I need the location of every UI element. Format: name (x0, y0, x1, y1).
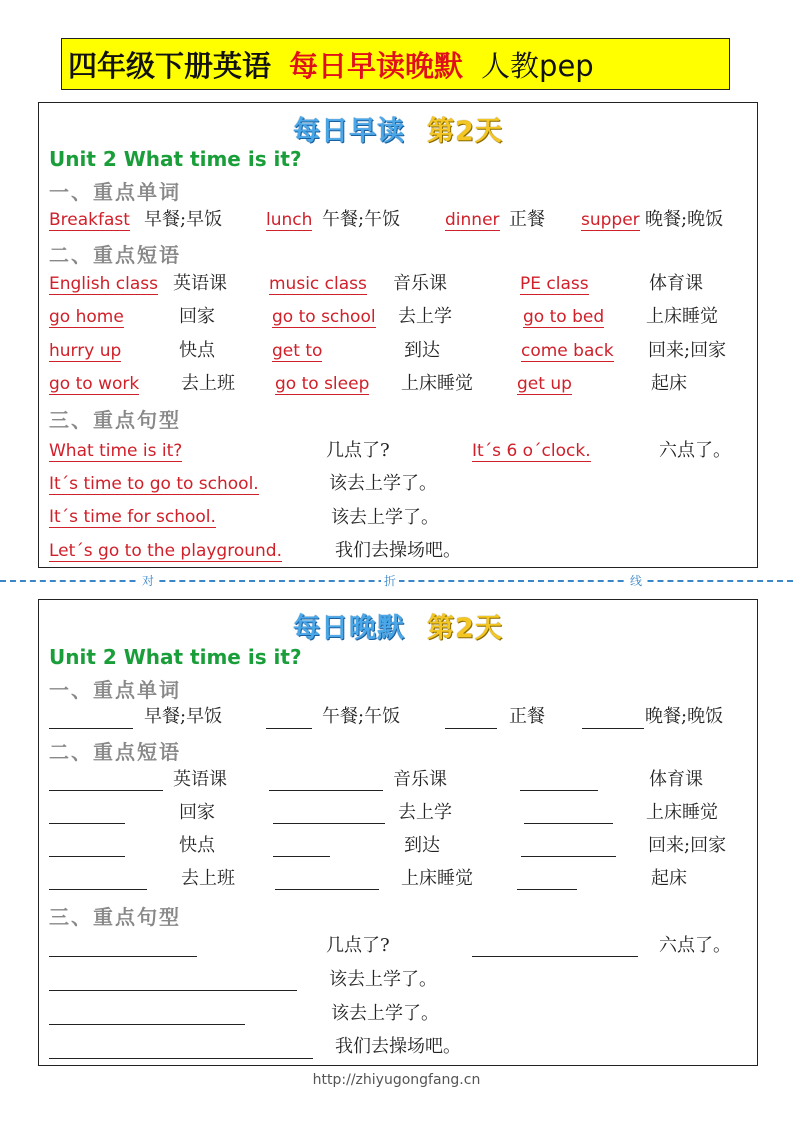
sentence-cn: 几点了? (326, 935, 390, 956)
phrase-en: English class (49, 274, 158, 294)
word-cn: 晚餐;晚饭 (645, 706, 724, 727)
evening-dictation-box (38, 599, 758, 1066)
evening-heading-phrases: 二、重点短语 (49, 740, 181, 764)
phrase-cn: 回来;回家 (648, 835, 727, 856)
morning-title-text: 每日早读 (293, 116, 406, 147)
phrase-cn: 音乐课 (393, 273, 447, 294)
morning-title (39, 109, 757, 148)
sentence-cn: 该去上学了。 (331, 507, 439, 528)
word-blank[interactable] (582, 710, 644, 729)
word-blank[interactable] (266, 710, 312, 729)
phrase-cn: 去上学 (398, 306, 452, 327)
word-cn: 晚餐;晚饭 (645, 209, 724, 230)
morning-heading-sentences: 三、重点句型 (49, 408, 181, 432)
phrase-blank[interactable] (49, 838, 125, 857)
phrase-en: PE class (520, 274, 589, 294)
sentence-cn: 该去上学了。 (329, 969, 437, 990)
evening-unit-title: Unit 2 What time is it? (49, 645, 302, 669)
phrase-en: come back (521, 341, 614, 361)
sentence-en: Let´s go to the playground. (49, 541, 282, 561)
sentence-en: It´s time to go to school. (49, 474, 259, 494)
word-en: supper (581, 210, 640, 230)
fold-label: 线 (627, 572, 645, 589)
phrase-cn: 上床睡觉 (401, 868, 473, 889)
sentence-cn: 该去上学了。 (329, 473, 437, 494)
evening-title (39, 606, 757, 645)
sentence-en: It´s time for school. (49, 507, 216, 527)
morning-unit-title: Unit 2 What time is it? (49, 147, 302, 171)
phrase-cn: 去上班 (181, 373, 235, 394)
word-blank[interactable] (445, 710, 497, 729)
word-cn: 正餐 (509, 706, 545, 727)
phrase-cn: 快点 (179, 835, 215, 856)
phrase-cn: 到达 (404, 835, 440, 856)
header-daily-title: 每日早读晚默 (289, 48, 464, 83)
sentence-en: It´s 6 o´clock. (472, 441, 591, 461)
morning-day: 第2天 (427, 116, 503, 147)
phrase-cn: 快点 (179, 340, 215, 361)
sentence-blank[interactable] (49, 1040, 313, 1059)
evening-heading-sentences: 三、重点句型 (49, 905, 181, 929)
phrase-cn: 回家 (179, 802, 215, 823)
phrase-cn: 音乐课 (393, 769, 447, 790)
evening-day: 第2天 (427, 613, 503, 644)
phrase-en: hurry up (49, 341, 122, 361)
phrase-cn: 上床睡觉 (646, 306, 718, 327)
header-grade-title: 四年级下册英语 (68, 48, 272, 83)
phrase-cn: 上床睡觉 (646, 802, 718, 823)
word-blank[interactable] (49, 710, 133, 729)
phrase-cn: 起床 (651, 868, 687, 889)
evening-title-text: 每日晚默 (293, 613, 406, 644)
word-cn: 早餐;早饭 (144, 706, 223, 727)
word-en: dinner (445, 210, 500, 230)
sentence-cn: 六点了。 (659, 935, 731, 956)
phrase-cn: 起床 (651, 373, 687, 394)
sentence-blank[interactable] (49, 938, 197, 957)
phrase-blank[interactable] (49, 805, 125, 824)
phrase-blank[interactable] (273, 838, 330, 857)
sentence-cn: 几点了? (326, 440, 390, 461)
word-cn: 午餐;午饭 (322, 209, 401, 230)
sentence-cn: 六点了。 (659, 440, 731, 461)
sentence-en: What time is it? (49, 441, 183, 461)
page-header (61, 38, 730, 90)
phrase-cn: 到达 (404, 340, 440, 361)
phrase-cn: 回来;回家 (648, 340, 727, 361)
phrase-en: get to (272, 341, 323, 361)
phrase-en: go to school (272, 307, 376, 327)
sentence-cn: 我们去操场吧。 (335, 1036, 461, 1057)
header-edition: 人教pep (481, 48, 594, 83)
phrase-cn: 去上班 (181, 868, 235, 889)
phrase-blank[interactable] (517, 871, 577, 890)
sentence-blank[interactable] (472, 938, 638, 957)
footer-url: http://zhiyugongfang.cn (312, 1072, 481, 1088)
sentence-blank[interactable] (49, 972, 297, 991)
phrase-blank[interactable] (520, 772, 598, 791)
sentence-blank[interactable] (49, 1006, 245, 1025)
word-cn: 午餐;午饭 (322, 706, 401, 727)
phrase-cn: 体育课 (649, 273, 703, 294)
phrase-blank[interactable] (524, 805, 613, 824)
phrase-en: music class (269, 274, 367, 294)
phrase-en: get up (517, 374, 572, 394)
phrase-blank[interactable] (275, 871, 379, 890)
phrase-blank[interactable] (49, 871, 147, 890)
word-en: Breakfast (49, 210, 130, 230)
phrase-blank[interactable] (273, 805, 385, 824)
phrase-en: go to sleep (275, 374, 370, 394)
word-en: lunch (266, 210, 313, 230)
phrase-cn: 英语课 (173, 273, 227, 294)
phrase-cn: 体育课 (649, 769, 703, 790)
evening-heading-words: 一、重点单词 (49, 678, 181, 702)
morning-heading-phrases: 二、重点短语 (49, 243, 181, 267)
sentence-cn: 我们去操场吧。 (335, 540, 461, 561)
phrase-en: go to work (49, 374, 140, 394)
phrase-cn: 回家 (179, 306, 215, 327)
word-cn: 正餐 (509, 209, 545, 230)
sentence-cn: 该去上学了。 (331, 1003, 439, 1024)
phrase-cn: 上床睡觉 (401, 373, 473, 394)
phrase-en: go home (49, 307, 124, 327)
phrase-en: go to bed (523, 307, 605, 327)
phrase-blank[interactable] (49, 772, 163, 791)
phrase-blank[interactable] (521, 838, 616, 857)
morning-reading-box (38, 102, 758, 568)
phrase-cn: 英语课 (173, 769, 227, 790)
word-cn: 早餐;早饭 (144, 209, 223, 230)
phrase-blank[interactable] (269, 772, 383, 791)
phrase-cn: 去上学 (398, 802, 452, 823)
fold-label: 对 (139, 572, 157, 589)
morning-heading-words: 一、重点单词 (49, 180, 181, 204)
fold-label: 折 (381, 572, 399, 589)
